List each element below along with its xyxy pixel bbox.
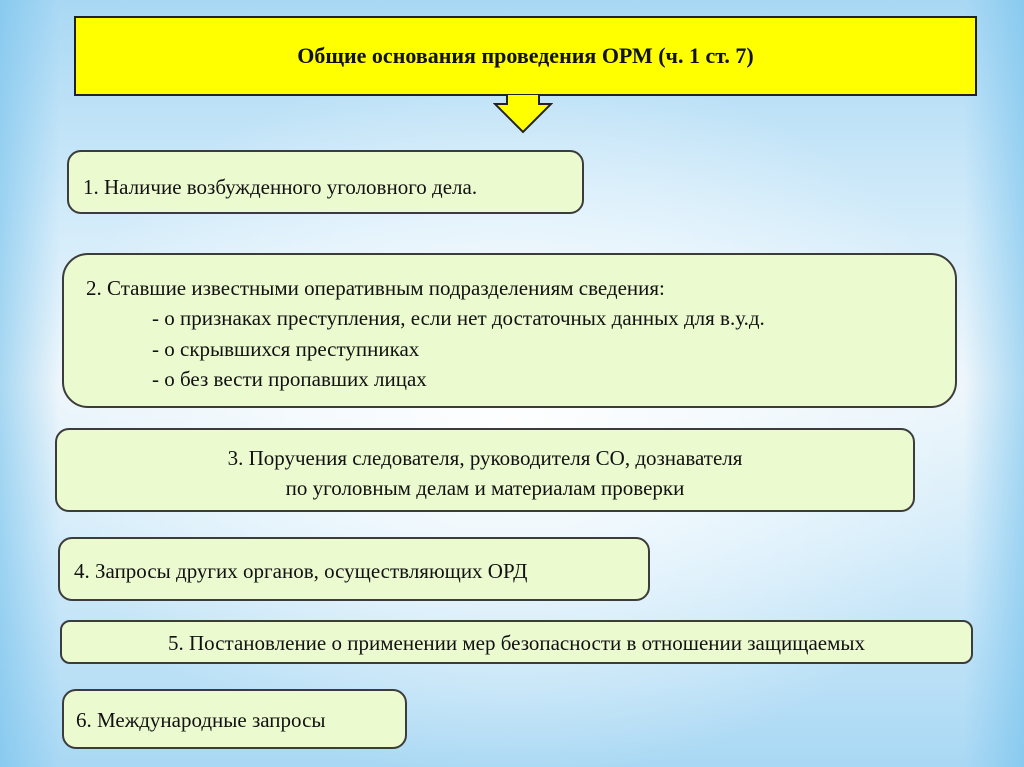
down-arrow-icon: [493, 94, 553, 134]
basis-item-4: [58, 537, 650, 601]
background-edge-left: [0, 0, 60, 767]
basis-item-3: [55, 428, 915, 512]
basis-item-6-text: 6. Международные запросы: [76, 708, 326, 732]
basis-item-2-text: 2. Ставшие известными оперативным подразделениям сведения:: [86, 276, 665, 300]
basis-item-6: [62, 689, 407, 749]
basis-item-3-text-line-1: 3. Поручения следователя, руководителя СО, дознавателя: [227, 446, 743, 470]
basis-item-2-sub-3: - о без вести пропавших лицах: [152, 367, 427, 392]
background-edge-right: [964, 0, 1024, 767]
diagram-title-box: [74, 16, 977, 96]
basis-item-5-text: 5. Постановление о применении мер безопасности в отношении защищаемых: [168, 631, 865, 655]
basis-item-1: [67, 150, 584, 214]
basis-item-2: [62, 253, 957, 408]
diagram-title: Общие основания проведения ОРМ (ч. 1 ст. 7): [297, 43, 754, 68]
basis-item-1-text: 1. Наличие возбужденного уголовного дела.: [83, 175, 478, 199]
basis-item-5: [60, 620, 973, 664]
basis-item-3-text-line-2: по уголовным делам и материалам проверки: [285, 476, 685, 501]
basis-item-2-sub-1: - о признаках преступления, если нет достаточных данных для в.у.д.: [152, 306, 765, 331]
basis-item-4-text: 4. Запросы других органов, осуществляющих ОРД: [74, 559, 528, 583]
basis-item-2-sub-2: - о скрывшихся преступниках: [152, 336, 420, 361]
